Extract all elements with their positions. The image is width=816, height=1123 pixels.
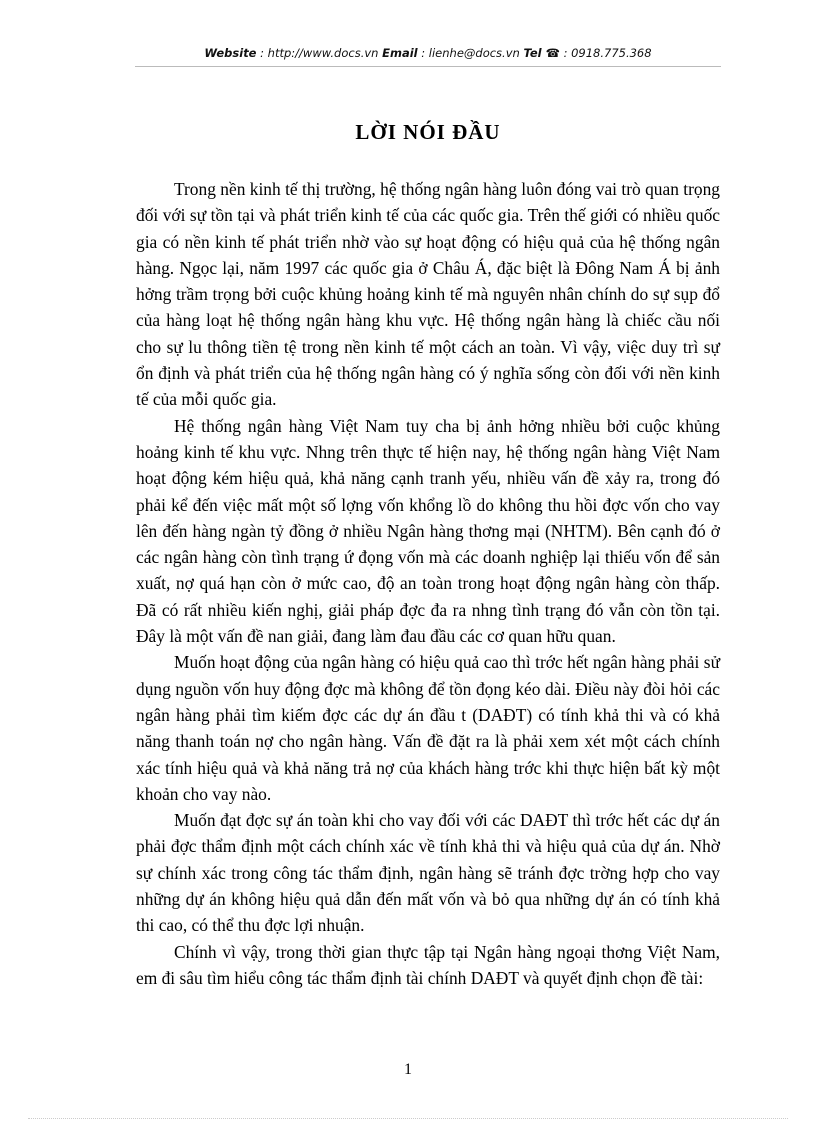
page-header: [135, 46, 721, 60]
email-value: : lienhe@docs.vn: [421, 46, 520, 60]
paragraph: Muốn đạt đợc sự án toàn khi cho vay đối với các DAĐT thì trớc hết các dự án phải đợc thẩm định một cách chính xác về tính khả thi và hiệu quả của dự án. Nhờ sự chính xác trong công tác thẩm định, ngân hàng sẽ tránh đợc trờng hợp cho vay những dự án không hiệu quả dẫn đến mất vốn và bỏ qua những dự án có tính khả thi cao, có thể thu đợc lợi nhuận.: [136, 810, 720, 936]
paragraph: Chính vì vậy, trong thời gian thực tập tại Ngân hàng ngoại thơng Việt Nam, em đi sâu tìm hiểu công tác thẩm định tài chính DAĐT và quyết định chọn đề tài:: [136, 941, 720, 988]
document-body: [136, 176, 720, 991]
website-value: : http://www.docs.vn: [260, 46, 379, 60]
document-title: LỜI NÓI ĐẦU: [355, 120, 501, 144]
page-bottom-border: [28, 1118, 788, 1119]
page-number: 1: [404, 1061, 412, 1078]
paragraph: Muốn hoạt động của ngân hàng có hiệu quả cao thì trớc hết ngân hàng phải sử dụng nguồn vốn huy động đợc mà không để tồn đọng kéo dài. Điều này đòi hỏi các ngân hàng phải tìm kiếm đợc các dự án đầu t (DAĐT) có tính khả thi và có khả năng thanh toán nợ cho ngân hàng. Vấn đề đặt ra là phải xem xét một cách chính xác tính hiệu quả và khả năng trả nợ của khách hàng trớc khi thực hiện bất kỳ một khoản cho vay nào.: [136, 652, 720, 804]
paragraph: Hệ thống ngân hàng Việt Nam tuy cha bị ảnh hởng nhiều bởi cuộc khủng hoảng kinh tế khu vực. Nhng trên thực tế hiện nay, hệ thống ngân hàng Việt Nam hoạt động kém hiệu quả, khả năng cạnh tranh yếu, nhiều vấn đề xảy ra, trong đó phải kể đến việc mất một số lợng vốn khổng lồ do không thu hồi đợc vốn cho vay lên đến hàng ngàn tỷ đồng ở nhiều Ngân hàng thơng mại (NHTM). Bên cạnh đó ở các ngân hàng còn tình trạng ứ đọng vốn mà các doanh nghiệp lại thiếu vốn để sản xuất, nợ quá hạn còn ở mức cao, độ an toàn trong hoạt động ngân hàng còn thấp. Đã có rất nhiều kiến nghị, giải pháp đợc đa ra nhng tình trạng đó vẫn còn tồn tại. Đây là một vấn đề nan giải, đang làm đau đầu các cơ quan hữu quan.: [136, 415, 720, 647]
tel-value: : 0918.775.368: [563, 46, 652, 60]
header-divider: [135, 66, 721, 67]
website-label: Website: [204, 46, 257, 60]
tel-label: Tel ☎: [523, 46, 560, 60]
email-label: Email: [382, 46, 418, 60]
paragraph: Trong nền kinh tế thị trường, hệ thống ngân hàng luôn đóng vai trò quan trọng đối với sự tồn tại và phát triển kinh tế của các quốc gia. Trên thế giới có nhiều quốc gia có nền kinh tế phát triển nhờ vào sự hoạt động có hiệu quả của hệ thống ngân hàng. Ngọc lại, năm 1997 các quốc gia ở Châu Á, đặc biệt là Đông Nam Á bị ảnh hởng trầm trọng bởi cuộc khủng hoảng kinh tế mà nguyên nhân chính do sự sụp đổ của hàng loạt hệ thống ngân hàng khu vực. Hệ thống ngân hàng là chiếc cầu nối cho sự lu thông tiền tệ trong nền kinh tế một cách an toàn. Vì vậy, việc duy trì sự ổn định và phát triển của hệ thống ngân hàng có ý nghĩa sống còn đối với nền kinh tế của mỗi quốc gia.: [136, 179, 720, 410]
